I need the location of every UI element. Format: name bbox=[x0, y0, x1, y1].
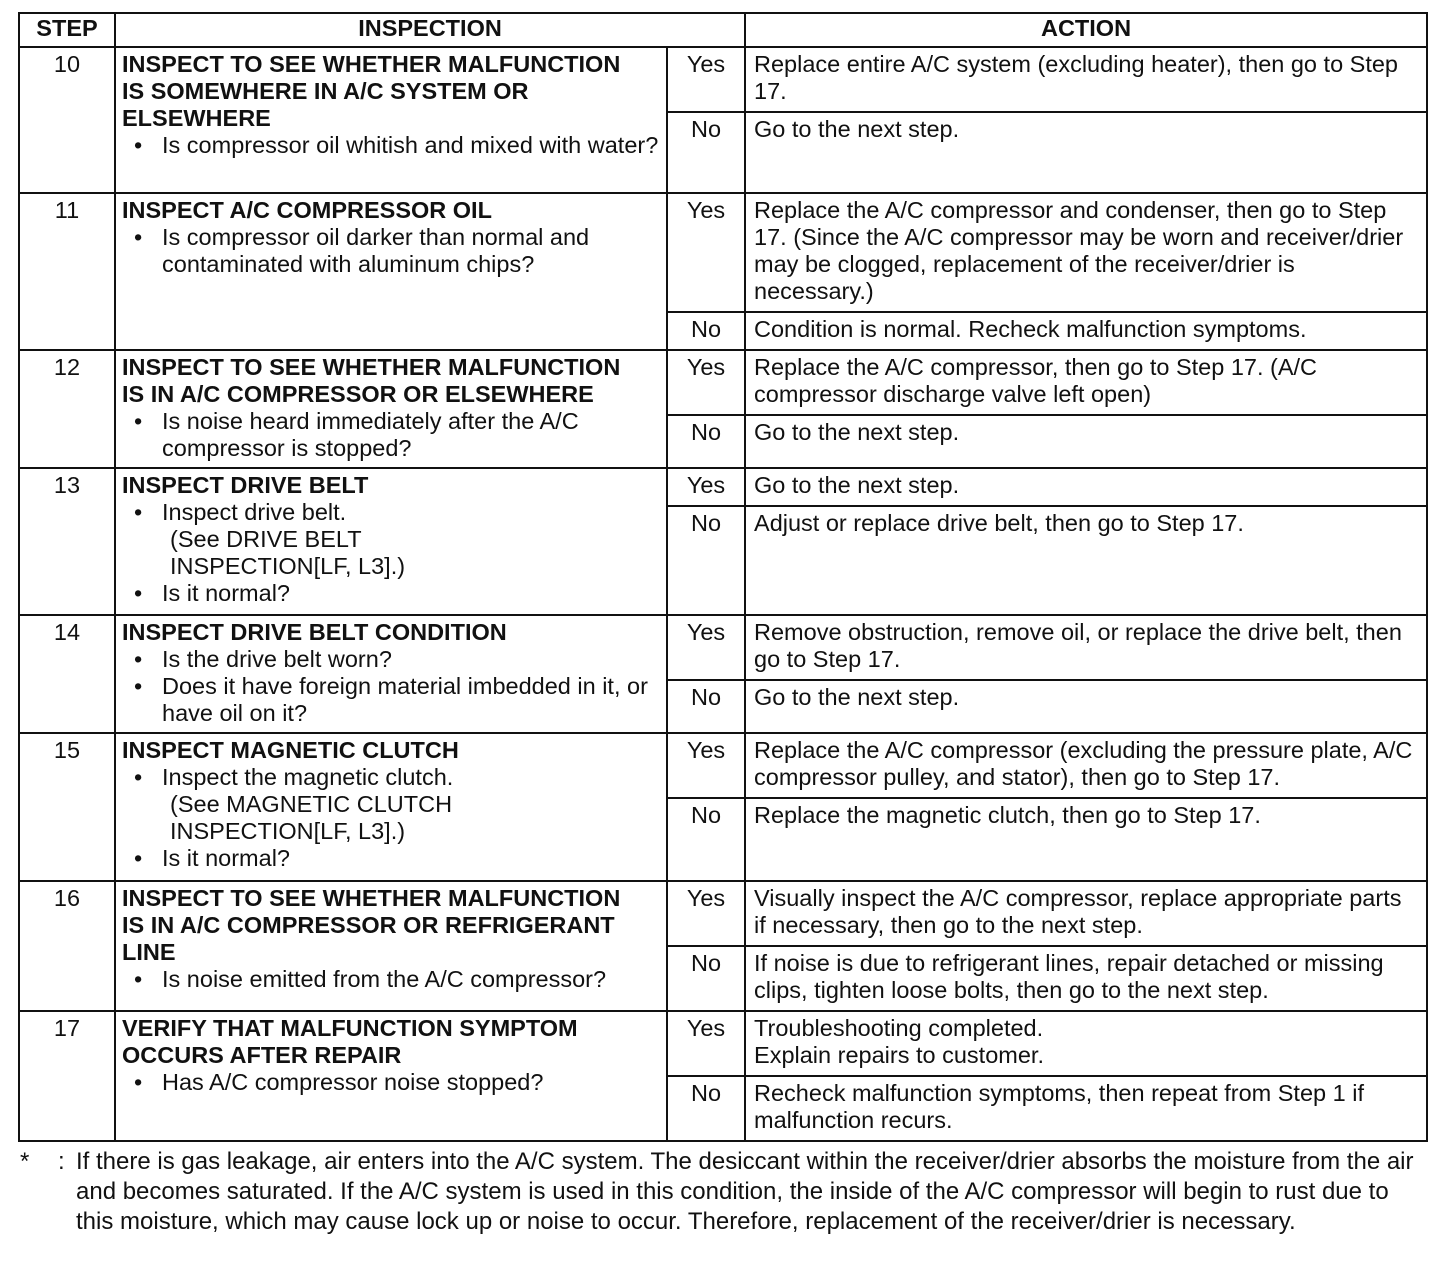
header-inspection: INSPECTION bbox=[115, 13, 745, 47]
no-action: Go to the next step. bbox=[745, 680, 1427, 733]
yes-action: Replace entire A/C system (excluding heater), then go to Step 17. bbox=[745, 47, 1427, 112]
inspection-cell bbox=[115, 615, 667, 733]
inspection-bullet: • Is noise emitted from the A/C compressor? bbox=[122, 966, 660, 993]
step-row-12 bbox=[19, 350, 1427, 468]
step-row-16 bbox=[19, 881, 1427, 1011]
yes-action: Remove obstruction, remove oil, or replace the drive belt, then go to Step 17. bbox=[745, 615, 1427, 680]
yes-action: Visually inspect the A/C compressor, replace appropriate parts if necessary, then go to the next step. bbox=[745, 881, 1427, 946]
inspection-bullet: • Is it normal? bbox=[122, 845, 660, 872]
inspection-title: INSPECT MAGNETIC CLUTCH bbox=[122, 737, 459, 763]
yes-label: Yes bbox=[667, 193, 745, 312]
no-action: If noise is due to refrigerant lines, repair detached or missing clips, tighten loose bolts, then go to the next step. bbox=[745, 946, 1427, 1011]
no-action: Condition is normal. Recheck malfunction symptoms. bbox=[745, 312, 1427, 350]
step-row-11 bbox=[19, 193, 1427, 350]
no-label: No bbox=[667, 312, 745, 350]
footnote-text: If there is gas leakage, air enters into the A/C system. The desiccant within the receiver/drier absorbs the moisture from the air and becomes saturated. If the A/C system is used in this condition, the inside of the A/C compressor will begin to rust due to this moisture, which may cause lock up or noise to occur. Therefore, replacement of the receiver/drier is necessary. bbox=[76, 1148, 1414, 1235]
step-row-17 bbox=[19, 1011, 1427, 1141]
inspection-title: INSPECT DRIVE BELT CONDITION bbox=[122, 619, 507, 645]
no-label: No bbox=[667, 946, 745, 1011]
inspection-bullet: • Inspect the magnetic clutch. (See MAGNETIC CLUTCH INSPECTION[LF, L3].) bbox=[122, 764, 660, 845]
footnote-mark: * bbox=[20, 1148, 30, 1175]
step-number: 16 bbox=[19, 881, 115, 1011]
no-label: No bbox=[667, 798, 745, 881]
step-row-10 bbox=[19, 47, 1427, 193]
inspection-cell bbox=[115, 881, 667, 1011]
inspection-cell bbox=[115, 47, 667, 193]
yes-label: Yes bbox=[667, 350, 745, 415]
step-number: 15 bbox=[19, 733, 115, 881]
inspection-bullet: • Is it normal? bbox=[122, 580, 660, 607]
no-label: No bbox=[667, 506, 745, 615]
step-row-14 bbox=[19, 615, 1427, 733]
inspection-title: INSPECT TO SEE WHETHER MALFUNCTION IS IN A/C COMPRESSOR OR REFRIGERANT LINE bbox=[122, 885, 621, 965]
inspection-bullet: • Has A/C compressor noise stopped? bbox=[122, 1069, 660, 1096]
inspection-bullet: • Inspect drive belt. (See DRIVE BELT INSPECTION[LF, L3].) bbox=[122, 499, 660, 580]
inspection-cell bbox=[115, 1011, 667, 1141]
inspection-title: VERIFY THAT MALFUNCTION SYMPTOM OCCURS AFTER REPAIR bbox=[122, 1015, 578, 1068]
yes-label: Yes bbox=[667, 1011, 745, 1076]
table-header-row bbox=[19, 13, 1427, 47]
yes-label: Yes bbox=[667, 881, 745, 946]
step-number: 14 bbox=[19, 615, 115, 733]
troubleshooting-table bbox=[18, 12, 1428, 1142]
inspection-cell bbox=[115, 350, 667, 468]
inspection-cell bbox=[115, 193, 667, 350]
yes-action: Go to the next step. bbox=[745, 468, 1427, 506]
no-action: Recheck malfunction symptoms, then repeat from Step 1 if malfunction recurs. bbox=[745, 1076, 1427, 1141]
step-number: 11 bbox=[19, 193, 115, 350]
step-number: 13 bbox=[19, 468, 115, 615]
footnote-colon: : bbox=[58, 1148, 65, 1175]
inspection-title: INSPECT DRIVE BELT bbox=[122, 472, 369, 498]
no-label: No bbox=[667, 680, 745, 733]
no-label: No bbox=[667, 112, 745, 193]
no-action: Replace the magnetic clutch, then go to Step 17. bbox=[745, 798, 1427, 881]
yes-action: Replace the A/C compressor, then go to Step 17. (A/C compressor discharge valve left open) bbox=[745, 350, 1427, 415]
no-label: No bbox=[667, 1076, 745, 1141]
inspection-bullet: • Is noise heard immediately after the A/C compressor is stopped? bbox=[122, 408, 660, 462]
yes-action: Replace the A/C compressor (excluding the pressure plate, A/C compressor pulley, and stator), then go to Step 17. bbox=[745, 733, 1427, 798]
inspection-bullet: • Is compressor oil whitish and mixed with water? bbox=[122, 132, 660, 159]
inspection-bullet: • Does it have foreign material imbedded in it, or have oil on it? bbox=[122, 673, 660, 727]
inspection-bullet: • Is compressor oil darker than normal and contaminated with aluminum chips? bbox=[122, 224, 660, 278]
inspection-title: INSPECT A/C COMPRESSOR OIL bbox=[122, 197, 492, 223]
step-number: 17 bbox=[19, 1011, 115, 1141]
yes-label: Yes bbox=[667, 468, 745, 506]
step-row-15 bbox=[19, 733, 1427, 881]
header-step: STEP bbox=[19, 13, 115, 47]
no-action: Go to the next step. bbox=[745, 112, 1427, 193]
no-label: No bbox=[667, 415, 745, 468]
reference-note: (See MAGNETIC CLUTCH INSPECTION[LF, L3].) bbox=[170, 791, 453, 844]
inspection-cell bbox=[115, 733, 667, 881]
yes-action: Troubleshooting completed. Explain repairs to customer. bbox=[745, 1011, 1427, 1076]
yes-label: Yes bbox=[667, 47, 745, 112]
inspection-bullet: • Is the drive belt worn? bbox=[122, 646, 660, 673]
no-action: Adjust or replace drive belt, then go to Step 17. bbox=[745, 506, 1427, 615]
step-row-13 bbox=[19, 468, 1427, 615]
yes-action: Replace the A/C compressor and condenser, then go to Step 17. (Since the A/C compressor may be worn and receiver/drier may be clogged, replacement of the receiver/drier is necessary.) bbox=[745, 193, 1427, 312]
inspection-title: INSPECT TO SEE WHETHER MALFUNCTION IS IN A/C COMPRESSOR OR ELSEWHERE bbox=[122, 354, 621, 407]
yes-label: Yes bbox=[667, 615, 745, 680]
inspection-cell bbox=[115, 468, 667, 615]
yes-label: Yes bbox=[667, 733, 745, 798]
no-action: Go to the next step. bbox=[745, 415, 1427, 468]
step-number: 12 bbox=[19, 350, 115, 468]
footnote bbox=[20, 1147, 1430, 1237]
reference-note: (See DRIVE BELT INSPECTION[LF, L3].) bbox=[170, 526, 406, 579]
header-action: ACTION bbox=[745, 13, 1427, 47]
inspection-title: INSPECT TO SEE WHETHER MALFUNCTION IS SOMEWHERE IN A/C SYSTEM OR ELSEWHERE bbox=[122, 51, 621, 131]
step-number: 10 bbox=[19, 47, 115, 193]
